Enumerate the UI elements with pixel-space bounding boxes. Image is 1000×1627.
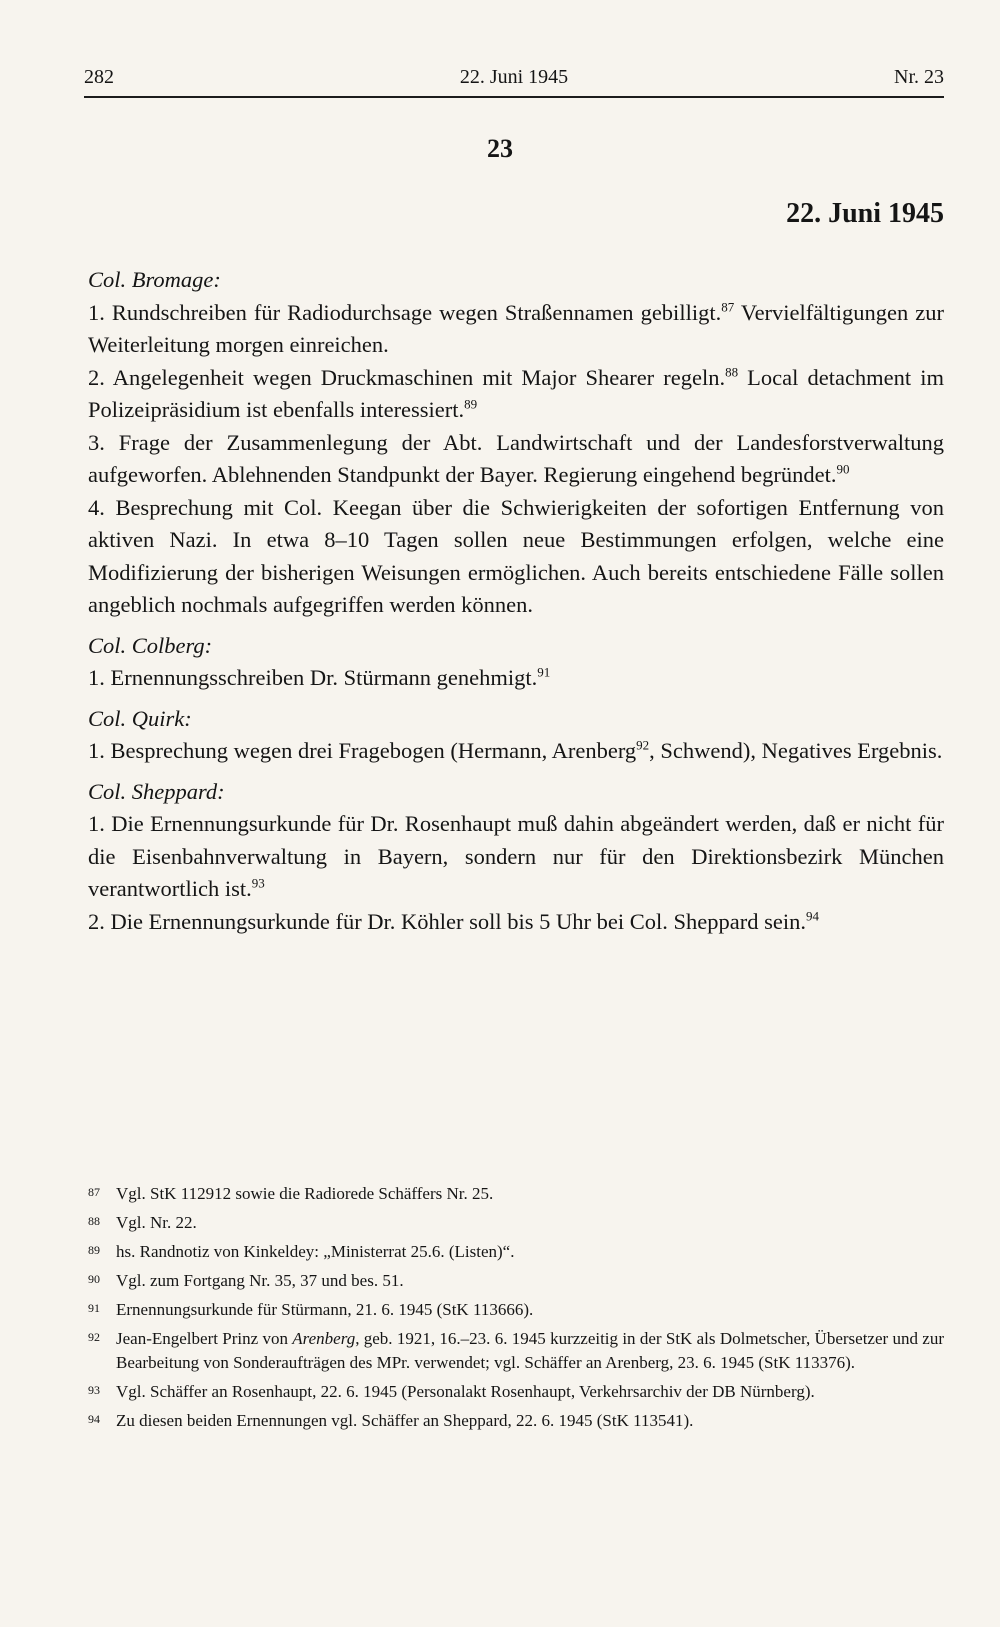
header-doc-number: Nr. 23 [894, 66, 944, 88]
footnote-text: Vgl. StK 112912 sowie die Radiorede Schäffers Nr. 25. [116, 1184, 494, 1203]
footnote-ref[interactable]: 89 [464, 396, 478, 412]
header-date: 22. Juni 1945 [459, 66, 569, 88]
footnote-text: Zu diesen beiden Ernennungen vgl. Schäffer an Sheppard, 22. 6. 1945 (StK 113541). [116, 1411, 694, 1430]
document-number: 23 [487, 134, 513, 163]
footnote-text: Vgl. Nr. 22. [116, 1213, 197, 1232]
footnote-text: Ernennungsurkunde für Stürmann, 21. 6. 1945 (StK 113666). [116, 1300, 534, 1319]
footnote-ref[interactable]: 88 [725, 364, 739, 379]
footnote-ref[interactable]: 90 [836, 461, 850, 477]
footnote-ref[interactable]: 87 [721, 299, 735, 314]
footnote-ref[interactable]: 93 [251, 875, 265, 891]
footnotes [88, 1182, 944, 1438]
item-paragraph: 1. Besprechung wegen drei Fragebogen (Hermann, Arenberg$^{92}$, Schwend), Negatives Ergebnis. [88, 737, 943, 763]
item-paragraph: 2. Die Ernennungsurkunde für Dr. Köhler soll bis 5 Uhr bei Col. Sheppard sein.$^{94}$ [88, 908, 820, 934]
running-header [84, 62, 944, 98]
footnote [88, 1240, 944, 1264]
item-paragraph: 1. Die Ernennungsurkunde für Dr. Rosenhaupt muß dahin abgeändert werden, daß er nicht für die Eisenbahnverwaltung in Bayern, sondern nur für den Direktionsbezirk München verantwortlich ist.$^{93}$ [88, 811, 944, 901]
footnote-text: Vgl. Schäffer an Rosenhaupt, 22. 6. 1945 (Personalakt Rosenhaupt, Verkehrsarchiv der DB Nürnberg). [116, 1382, 815, 1401]
footnote-text: Jean-Engelbert Prinz von Arenberg, geb. 1921, 16.–23. 6. 1945 kurzzeitig in der StK als Dolmetscher, Übersetzer und zur Bearbeitung von Sonderaufträgen des MPr. verwendet; vgl. Schäffer an Arenberg, 23. 6. 1945 (StK 113376). [116, 1329, 944, 1372]
item-paragraph: 3. Frage der Zusammenlegung der Abt. Landwirtschaft und der Landesforstverwaltung aufgeworfen. Ablehnenden Standpunkt der Bayer. Regierung eingehend begründet.$^{90}$ [88, 429, 944, 487]
footnote-ref[interactable]: 91 [537, 664, 551, 680]
section-heading: Col. Sheppard: [88, 778, 225, 804]
page-number: 282 [84, 66, 114, 88]
footnote-number: 94 [88, 1412, 100, 1426]
footnote-number: 93 [88, 1383, 100, 1397]
footnote-number: 92 [88, 1330, 100, 1344]
footnote-text: hs. Randnotiz von Kinkeldey: „Ministerrat 25.6. (Listen)“. [116, 1242, 515, 1261]
footnote-number: 91 [88, 1301, 100, 1315]
section-heading: Col. Colberg: [88, 632, 213, 658]
footnote-emphasis: Arenberg [292, 1329, 356, 1348]
section-heading: Col. Bromage: [88, 267, 221, 292]
footnote-number: 87 [88, 1185, 100, 1199]
footnote [88, 1182, 944, 1206]
footnote [88, 1298, 944, 1322]
footnote [88, 1269, 944, 1293]
document-body [88, 264, 944, 938]
footnote-ref[interactable]: 94 [806, 908, 820, 923]
item-paragraph: 1. Ernennungsschreiben Dr. Stürmann genehmigt.$^{91}$ [88, 664, 551, 690]
footnote [88, 1380, 944, 1404]
footnote [88, 1409, 944, 1433]
footnote [88, 1211, 944, 1235]
item-paragraph: 2. Angelegenheit wegen Druckmaschinen mit Major Shearer regeln.$^{88}$ Local detachment im Polizeipräsidium ist ebenfalls interessiert.$^{89}$ [88, 364, 944, 422]
section-heading: Col. Quirk: [88, 705, 192, 731]
item-paragraph: 1. Rundschreiben für Radiodurchsage wegen Straßennamen gebilligt.$^{87}$ Vervielfältigungen zur Weiterleitung morgen einreichen. [88, 299, 945, 357]
footnote-number: 89 [88, 1243, 100, 1257]
footnote-ref[interactable]: 92 [636, 737, 650, 753]
footnote-number: 90 [88, 1272, 100, 1286]
item-paragraph: 4. Besprechung mit Col. Keegan über die Schwierigkeiten der sofortigen Entfernung von aktiven Nazi. In etwa 8–10 Tagen sollen neue Bestimmungen erfolgen, welche eine Modifizierung der bisherigen Weisungen ermöglichen. Auch bereits entschiedene Fälle sollen angeblich nochmals aufgegriffen werden können. [88, 494, 944, 617]
footnote-number: 88 [88, 1214, 100, 1228]
document-date: 22. Juni 1945 [786, 198, 944, 229]
footnote-text: Vgl. zum Fortgang Nr. 35, 37 und bes. 51. [116, 1271, 404, 1290]
footnote [88, 1327, 944, 1375]
